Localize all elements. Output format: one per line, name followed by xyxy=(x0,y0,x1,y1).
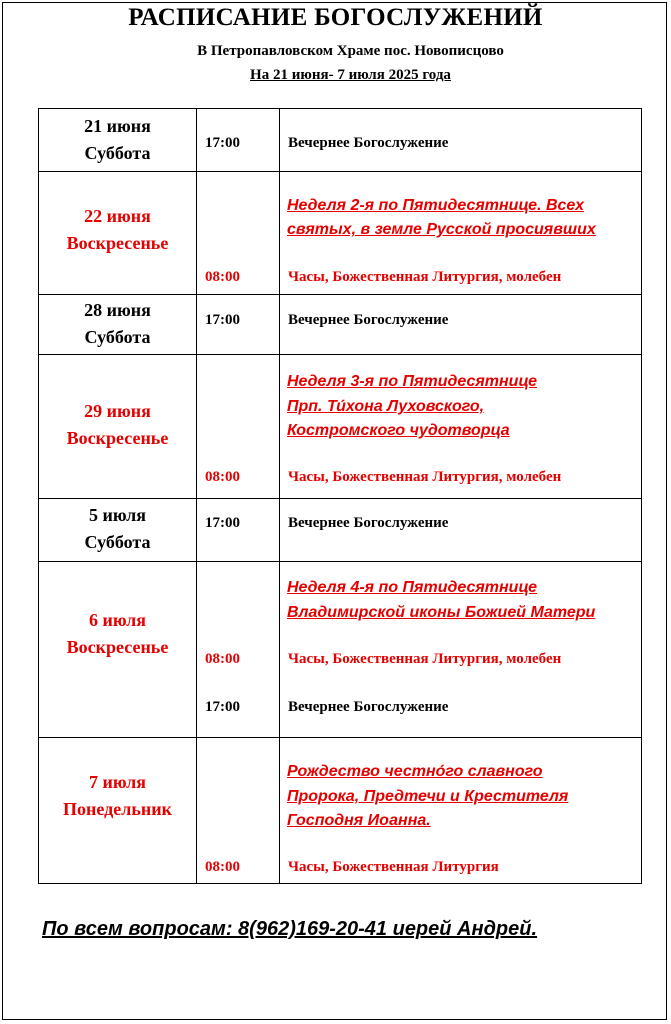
service-name: Часы, Божественная Литургия, молебен xyxy=(288,269,562,285)
day-weekday: Понедельник xyxy=(63,799,172,819)
table-row xyxy=(39,109,642,172)
time-cell xyxy=(197,355,280,499)
time-cell xyxy=(197,295,280,355)
date-cell xyxy=(39,355,197,499)
day-date: 6 июля xyxy=(88,610,146,630)
service-name: Часы, Божественная Литургия, молебен xyxy=(288,651,562,667)
date-cell xyxy=(39,172,197,295)
day-weekday: Воскресенье xyxy=(66,637,169,657)
event-cell xyxy=(280,499,642,562)
service-name: Часы, Божественная Литургия xyxy=(288,859,499,875)
day-date: 29 июня xyxy=(84,401,151,421)
event-cell xyxy=(280,109,642,172)
service-time: 08:00 xyxy=(205,651,240,667)
time-cell xyxy=(197,499,280,562)
service-time: 08:00 xyxy=(205,269,240,285)
event-cell xyxy=(280,172,642,295)
day-weekday: Суббота xyxy=(84,532,151,552)
church-subtitle: В Петропавловском Храме пос. Новописцово xyxy=(197,43,504,59)
day-date: 28 июня xyxy=(84,300,151,320)
day-weekday: Суббота xyxy=(84,327,151,347)
event-cell xyxy=(280,562,642,738)
service-time: 08:00 xyxy=(205,859,240,875)
service-name: Вечернее Богослужение xyxy=(288,699,449,715)
table-row xyxy=(39,295,642,355)
feast-title-line: Костромского чудотворца xyxy=(287,422,510,439)
day-weekday: Воскресенье xyxy=(66,233,169,253)
date-cell xyxy=(39,738,197,884)
feast-title-line: Прп. Ти́хона Луховского, xyxy=(287,398,485,415)
date-cell xyxy=(39,295,197,355)
time-cell xyxy=(197,738,280,884)
table-row xyxy=(39,355,642,499)
date-cell xyxy=(39,562,197,738)
day-date: 22 июня xyxy=(84,206,151,226)
date-range: На 21 июня- 7 июля 2025 года xyxy=(250,67,451,83)
day-weekday: Воскресенье xyxy=(66,428,169,448)
time-cell xyxy=(197,109,280,172)
feast-title-line: святых, в земле Русской просиявших xyxy=(287,221,596,238)
day-date: 5 июля xyxy=(88,505,146,525)
schedule-table xyxy=(38,108,642,884)
page-title: РАСПИСАНИЕ БОГОСЛУЖЕНИЙ xyxy=(128,4,543,31)
day-weekday: Суббота xyxy=(84,143,151,163)
feast-title-line: Господня Иоанна. xyxy=(287,812,431,829)
event-cell xyxy=(280,355,642,499)
service-time: 08:00 xyxy=(205,469,240,485)
feast-title-line: Неделя 3-я по Пятидесятнице xyxy=(287,373,538,390)
feast-title-line: Рождество честно́го славного xyxy=(287,763,543,780)
service-name: Вечернее Богослужение xyxy=(288,515,449,531)
table-row xyxy=(39,172,642,295)
contact-footer: По всем вопросам: 8(962)169-20-41 иерей Андрей. xyxy=(42,918,538,940)
event-cell xyxy=(280,295,642,355)
feast-title-line: Пророка, Предтечи и Крестителя xyxy=(287,788,569,805)
feast-title-line: Владимирской иконы Божией Матери xyxy=(287,604,596,621)
table-row xyxy=(39,562,642,738)
date-cell xyxy=(39,109,197,172)
service-time: 17:00 xyxy=(205,312,240,328)
day-date: 7 июля xyxy=(88,772,146,792)
feast-title-line: Неделя 4-я по Пятидесятнице xyxy=(287,579,538,596)
service-time: 17:00 xyxy=(205,515,240,531)
time-cell xyxy=(197,172,280,295)
date-cell xyxy=(39,499,197,562)
service-name: Вечернее Богослужение xyxy=(288,312,449,328)
service-name: Вечернее Богослужение xyxy=(288,135,449,151)
table-row xyxy=(39,499,642,562)
time-cell xyxy=(197,562,280,738)
event-cell xyxy=(280,738,642,884)
service-time: 17:00 xyxy=(205,699,240,715)
service-time: 17:00 xyxy=(205,135,240,151)
service-name: Часы, Божественная Литургия, молебен xyxy=(288,469,562,485)
table-row xyxy=(39,738,642,884)
day-date: 21 июня xyxy=(84,116,151,136)
feast-title-line: Неделя 2-я по Пятидесятнице. Всех xyxy=(287,197,584,214)
